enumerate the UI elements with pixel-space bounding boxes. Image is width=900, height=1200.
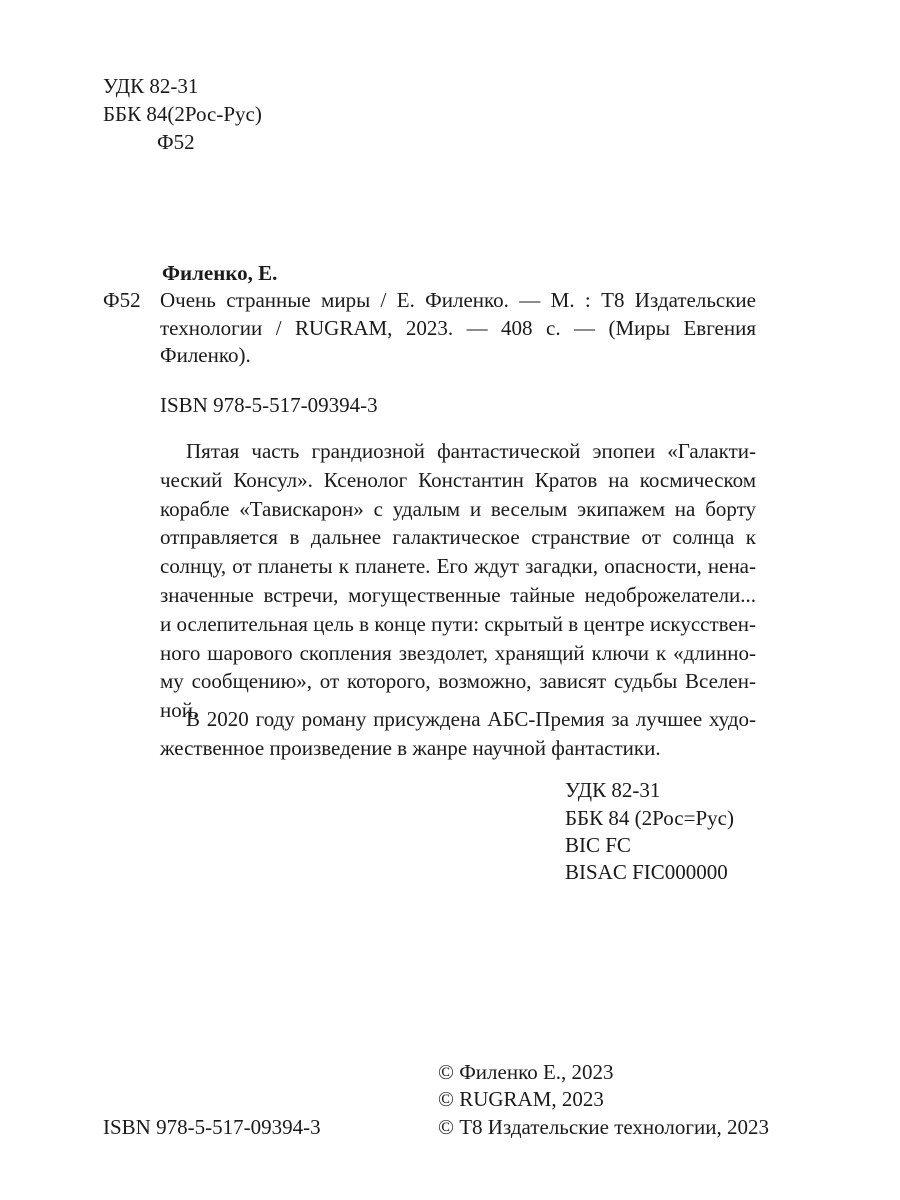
annotation-line: жественное произведение в жанре научной фантастики. bbox=[160, 735, 661, 760]
isbn: ISBN 978-5-517-09394-3 bbox=[160, 393, 378, 417]
annotation-line: корабле «Тавискарон» с удалым и веселым экипажем на борту bbox=[160, 496, 756, 521]
annotation-line: В 2020 году роману присуждена АБС-Премия за лучшее худо- bbox=[186, 707, 756, 731]
annotation-line: ного шарового скопления звездолет, хранящий ключи к «длинно- bbox=[160, 640, 756, 665]
author-heading: Филенко, Е. bbox=[162, 261, 278, 285]
annotation-paragraph-1 bbox=[160, 437, 756, 725]
bisac-code: BISAC FIC000000 bbox=[565, 860, 728, 884]
annotation-line: му сообщению», от которого, возможно, зависят судьбы Вселен- bbox=[160, 669, 756, 694]
udk-code: УДК 82-31 bbox=[565, 778, 661, 802]
annotation-line: солнцу, от планеты к планете. Его ждут загадки, опасности, нена- bbox=[160, 554, 756, 579]
description-line: Филенко). bbox=[160, 343, 251, 367]
udk-code-top: УДК 82-31 bbox=[103, 74, 199, 98]
annotation-line: ной. bbox=[160, 698, 199, 723]
author-sign: Ф52 bbox=[103, 288, 141, 312]
annotation-line: ческий Консул». Ксенолог Константин Кратов на космическом bbox=[160, 467, 756, 492]
bbk-code-top: ББК 84(2Рос-Рус) bbox=[103, 102, 262, 126]
author-sign-top: Ф52 bbox=[157, 130, 195, 154]
bbk-code: ББК 84 (2Рос=Рус) bbox=[565, 806, 734, 830]
copyright-line: © Т8 Издательские технологии, 2023 bbox=[438, 1115, 769, 1139]
annotation-line: и ослепительная цель в конце пути: скрытый в центре искусствен- bbox=[160, 611, 756, 636]
annotation-line: отправляется в дальнее галактическое странствие от солнца к bbox=[160, 525, 756, 550]
footer-isbn: ISBN 978-5-517-09394-3 bbox=[103, 1115, 321, 1139]
description-line: технологии / RUGRAM, 2023. — 408 с. — (Миры Евгения bbox=[160, 316, 756, 340]
bic-code: BIC FC bbox=[565, 833, 631, 857]
copyright-line: © Филенко Е., 2023 bbox=[438, 1060, 614, 1084]
copyright-line: © RUGRAM, 2023 bbox=[438, 1087, 604, 1111]
description-line: Очень странные миры / Е. Филенко. — М. : Т8 Издательские bbox=[160, 288, 756, 312]
annotation-paragraph-2 bbox=[160, 705, 756, 763]
annotation-line: Пятая часть грандиозной фантастической эпопеи «Галакти- bbox=[186, 439, 756, 463]
annotation-line: значенные встречи, могущественные тайные недоброжелатели... bbox=[160, 582, 756, 607]
